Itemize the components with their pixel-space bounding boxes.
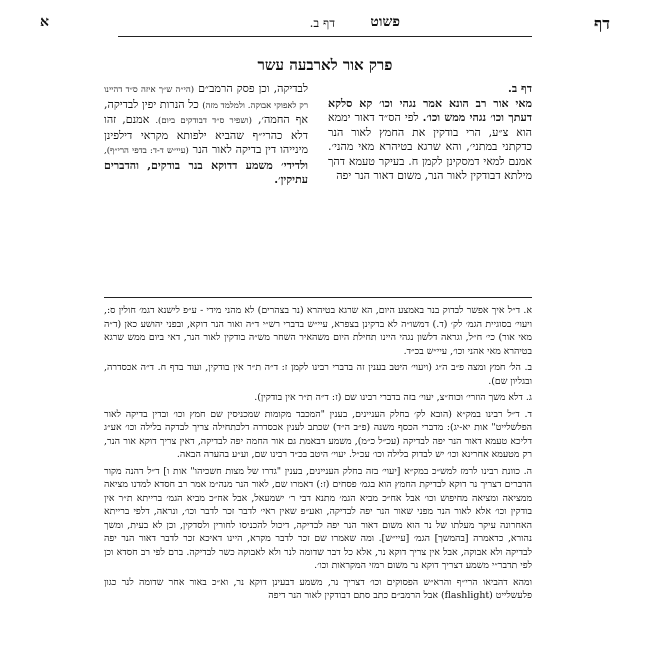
left-small-3: (עיי״ש ד-ד: בדפי הרי״ף), bbox=[104, 146, 189, 156]
header-daf: דף bbox=[594, 14, 610, 33]
header-title: פשוט bbox=[370, 14, 400, 30]
footnote: ד. ד״ל רבינו במק״א (הובא לק׳ בחלק העניינים, בענין "המכבד מקומות שמכניסין שם חמץ וכו׳ ובדין בדיקה לאור הפלשלייט" אות יא-יג): מדברי הכסף משנה (פ״ב ה״ד) שכתב לענין אכסדרה דלכתחילה צריך לבדקה בלילה וכו׳ אע״ג דליכא טעמא דאור הנר יפה לבדיקה (עכ״ל כ״מ), משמע דבאמת גם אור החמה יפה לבדיקה, דאין צריך דוקא אור הנר, רק מטעמא אחרינא וכו׳ יש לבדוק בלילה וכו׳ עכ״ל. יעוי׳ היטב בכ״ד רבינו שם, וע״ע בהערה הבאה. bbox=[104, 408, 532, 460]
left-small-2: (ושפיר ס״ד דבודקים ביום). bbox=[155, 116, 252, 126]
main-text bbox=[104, 82, 532, 292]
right-column-text: לפי הס״ד דאור יממא הוא צ״ע, הרי בודקין את החמץ לאור הנר כדקתני במתני׳, והא שרגא בטיהרא מאי מהני׳. אמנם למאי דמסקינן לקמן ח. בעיקר טעמא דהך מילתא דבודקין לאור הנר, משום דאור הנר יפה bbox=[328, 111, 532, 182]
daf-heading: דף ב. bbox=[508, 82, 532, 95]
left-bold-3: ולדידי׳ משמע דדוקא בנר בודקים, והדברים עתיקין׳. bbox=[104, 158, 308, 186]
header-page-number: א bbox=[40, 14, 49, 30]
footnotes bbox=[104, 304, 532, 606]
left-small-1: (הי״ה ש״ך איזה ס״ד דהיינו רק לאפוקי אבוקה. ולמלמד מזה) bbox=[104, 85, 309, 111]
header-daf-ref: דף ב. bbox=[309, 16, 335, 30]
page-header bbox=[40, 14, 610, 36]
header-rule bbox=[118, 36, 532, 37]
left-column bbox=[104, 82, 308, 188]
footnote: ג. דלא משך הוזרי׳ וכוח״צ, יעוי׳ בזה בדברי רבינו שם (ז: ד״ה ת״ר אין בודקין). bbox=[254, 392, 532, 403]
dibur-hamatchil: מאי אור רב הונא אמר נגהי וכו׳ קא סלקא דעתך וכו׳ נגהי ממש וכו׳. bbox=[328, 96, 532, 124]
footnote-rule bbox=[104, 297, 532, 298]
footnote: ב. הל׳ חמץ ומצה פ״ב ה״ג (ויעוי׳ היטב בענין זה בדברי רבינו לקמן ז: ד״ה ת״ר אין בודקין, ועוד בדף ח. ד״ה אכסדרה, ובגליון שם). bbox=[104, 362, 532, 387]
right-column bbox=[328, 82, 532, 184]
footnote: א. ד״ל איך אפשר לבדוק בנר באמצע היום, הא שרגא בטיהרא (נר בצהרים) לא מהני מידי - ע״פ לישנא דגמ׳ חולין ס:, ויעוי׳ בסוגיית הגמ׳ לק׳ (ד.) דמשו״ה לא בדקינן בצפרא, עיי״ש בדברי רש״י ד״ה ואור הנר דוקא, ובפני יהושע כאן (ד״ה מאי אור) כי׳ ח״ל, וגראה דלשון נגהי היינו תחילת היום משהאיר השחר מש״ה בודקין לאור הנר, דאי ביום ממש שרגא בטיהרא מאי אהני וכו׳, עיי״ש בכ״ד. bbox=[104, 305, 532, 357]
footnote: ה. כוונת רבינו לרמז למש״כ במק״א [יעוי׳ בזה בחלק העניינים, בענין "גדרו של מצות חשכיהו" אות ו] ד״ל דהנה מקור הדברים דצריך נר דוקא לבדיקת החמץ הוא בגמ׳ פסחים (ז:) דאמרו שם, לאור הנר מנה״מ אמר רב חסדא למדנו מציאה ממציאה ומציאה מחיפוש וכו׳ אבל אח״כ מביא הגמ׳ מתנא דבי ר׳ ישמעאל, אבל אח״כ מביא הגמ׳ ברייתא ת״ר אין בודקין וכו׳ אלא לאור הנר מפני שאור הנר יפה לבדיקה, ואע״פ שאין ראי׳ לדבר זכר לדבר וכו׳, ונראה, דלפי ברייתא האחרונה עיקר מעלתו של נר הוא משום דאור הנר יפה לבדיקה, דיכול להכניסו לחורין ולסדקין, וכן לא בעית, ומשך נהורא, כדאמרה [בהמשך] הגמ׳ [עיי״ש]. ומה שאמרו שם זכר לדבר מקרא, היינו דאיכא זכר לדבר דאור הנר יפה לבדיקה ולא אבוקה, אבל אין צריך דוקא נר, אלא כל דבר שדומה לנר ולא לאבוקה כשר לבדיקה. ברם לפי רב חסדא וכן לפי תדבר״י משמע דצריך דוקא נר משום רמזי המקראות וכו׳. bbox=[104, 465, 532, 571]
chapter-title: פרק אור לארבעה עשר bbox=[257, 56, 393, 74]
left-text-1: לבדיקה, וכן פסק הרמב״ם bbox=[198, 82, 308, 95]
left-text-3: אמנם, זהו דלא כהרי״ף שהביא ילפותא מקראי דילפינן מינייהו דין בדיקה לאור הנר bbox=[104, 113, 308, 156]
left-text-2: כל הנרות יפין לבדיקה, אף החמה׳, bbox=[104, 97, 308, 126]
footnote: ומהא דהביאו הרי״ף והרא״ש הפסוקים וכו׳ דצריך נר, משמע דבעינן דוקא נר, וא״כ באור אחר שדומה לנר כגון פלעשלייט (flashlight) אבל הרמב״ם כתב סתם דבודקין לאור הנר דיפה bbox=[104, 576, 532, 601]
